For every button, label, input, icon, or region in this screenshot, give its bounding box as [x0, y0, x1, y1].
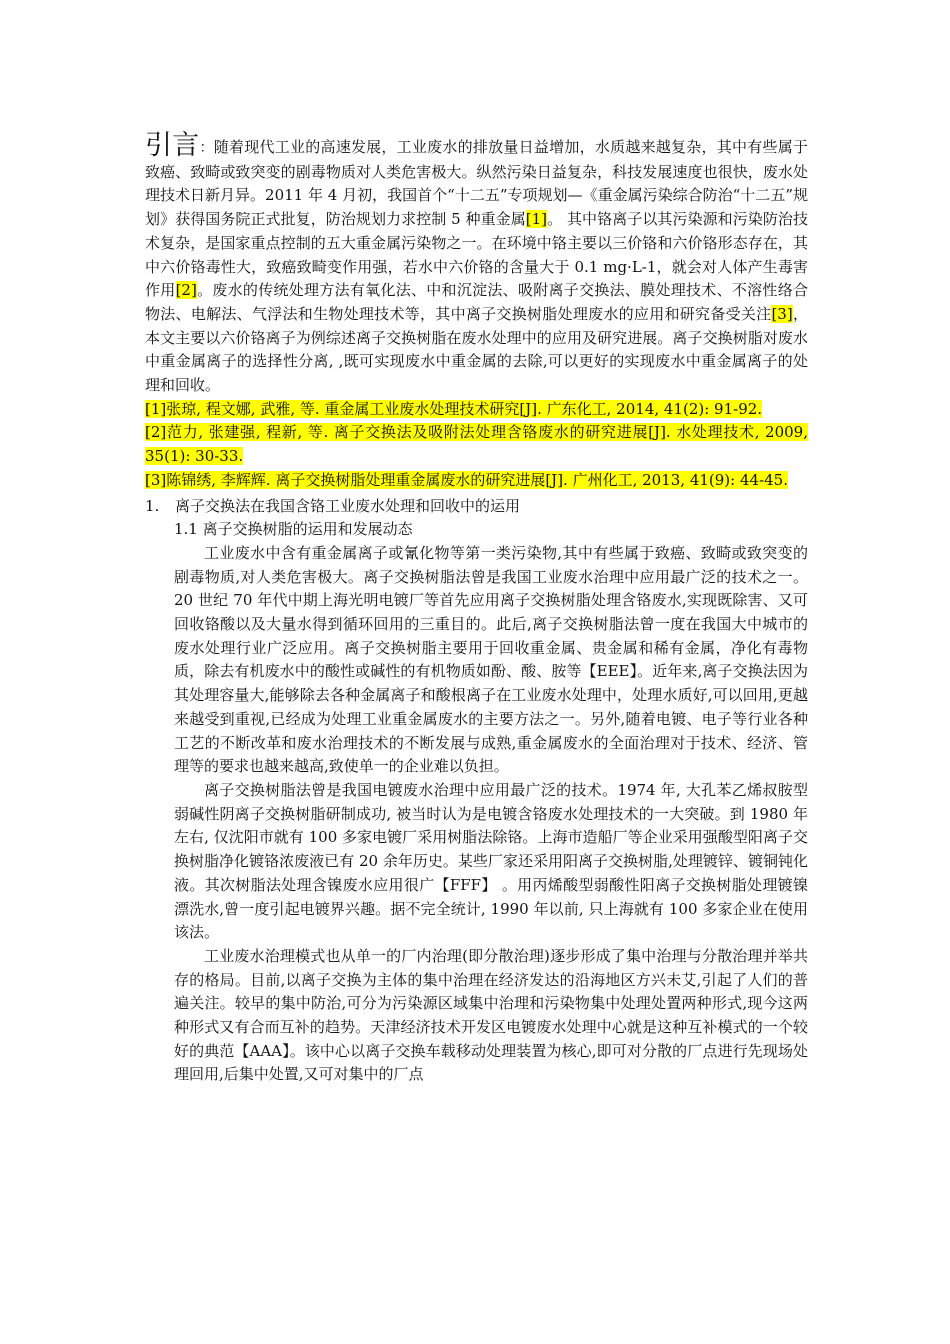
citation-3[interactable]: [3] — [771, 304, 793, 323]
document-page — [145, 130, 809, 1087]
intro-text-4: ，本文主要以六价铬离子为例综述离子交换树脂在废水处理中的应用及研究进展。离子交换树脂对废水中重金属离子的选择性分离, ,既可实现废水中重金属的去除,可以更好的实现废水中重金属离子的处理和回收。 — [145, 304, 808, 395]
body-paragraph-3: 工业废水治理模式也从单一的厂内治理(即分散治理)逐步形成了集中治理与分散治理并举共存的格局。目前,以离子交换为主体的集中治理在经济发达的沿海地区方兴未艾,引起了人们的普遍关注。较早的集中防治,可分为污染源区域集中治理和污染物集中处理处置两种形式,现今这两种形式又有合而互补的趋势。天津经济技术开发区电镀废水处理中心就是这种互补模式的一个较好的典范【AAA】。该中心以离子交换车载移动处理装置为核心,即可对分散的厂点进行先现场处理回用,后集中处置,又可对集中的厂点 — [174, 946, 808, 1084]
reference-3-text: [3]陈锦绣, 李辉辉. 离子交换树脂处理重金属废水的研究进展[J]. 广州化工, 2013, 41(9): 44-45. — [145, 470, 788, 489]
intro-text-2: 。 其中铬离子以其污染源和污染防治技术复杂，是国家重点控制的五大重金属污染物之一。在环境中铬主要以三价铬和六价铬形态存在，其中六价铬毒性大，致癌致畸变作用强，若水中六价铬的含量大于 0.1 mg·L-1，就会对人体产生毒害作用 — [145, 210, 808, 300]
section-1-heading — [145, 495, 808, 519]
section-1-title: 离子交换法在我国含铬工业废水处理和回收中的运用 — [175, 496, 521, 515]
body-paragraph-1: 工业废水中含有重金属离子或氰化物等第一类污染物,其中有些属于致癌、致畸或致突变的剧毒物质,对人类危害极大。离子交换树脂法曾是我国工业废水治理中应用最广泛的技术之一。20 世纪 70 年代中期上海光明电镀厂等首先应用离子交换树脂处理含铬废水,实现既除害、又可回收铬酸以及大量水得到循环回用的三重目的。此后,离子交换树脂法曾一度在我国大中城市的废水处理行业广泛应用。离子交换树脂主要用于回收重金属、贵金属和稀有金属，净化有毒物质，除去有机废水中的酸性或碱性的有机物质如酚、酸、胺等【EEE】。近年来,离子交换法因为其处理容量大,能够除去各种金属离子和酸根离子在工业废水处理中，处理水质好,可以回用,更越来越受到重视,已经成为处理工业重金属废水的主要方法之一。另外,随着电镀、电子等行业各种工艺的不断改革和废水治理技术的不断发展与成熟,重金属废水的全面治理对于技术、经济、管理等的要求也越来越高,致使单一的企业难以负担。 — [174, 543, 808, 776]
section-1-1-heading: 1.1 离子交换树脂的运用和发展动态 — [174, 520, 413, 539]
reference-3 — [145, 469, 808, 493]
intro-text-1: 随着现代工业的高速发展，工业废水的排放量日益增加，水质越来越复杂，其中有些属于致癌、致畸或致突变的剧毒物质对人类危害极大。纵然污染日益复杂，科技发展速度也很快，废水处理技术日新月异。2011 年 4 月初，我国首个“十二五”专项规划—《重金属污染综合防治“十二五”规划》获得国务院正式批复，防治规划力求控制 5 种重金属 — [145, 138, 809, 229]
reference-1-text: [1]张琼, 程文娜, 武雅, 等. 重金属工业废水处理技术研究[J]. 广东化工, 2014, 41(2): 91-92. — [145, 399, 763, 418]
intro-paragraph — [145, 130, 809, 398]
citation-2[interactable]: [2] — [175, 281, 197, 300]
section-1-number: 1. — [145, 496, 160, 515]
reference-2-text: [2]范力, 张建强, 程新, 等. 离子交换法及吸附法处理含铬废水的研究进展[J]. 水处理技术, 2009, 35(1): 30-33. — [145, 423, 808, 466]
intro-heading: 引言 — [145, 130, 200, 161]
reference-2 — [145, 421, 808, 468]
intro-colon: ： — [199, 140, 214, 156]
body-paragraph-2: 离子交换树脂法曾是我国电镀废水治理中应用最广泛的技术。1974 年, 大孔苯乙烯叔胺型弱碱性阴离子交换树脂研制成功, 被当时认为是电镀含铬废水处理技术的一大突破。到 1980 年左右, 仅沈阳市就有 100 多家电镀厂采用树脂法除铬。上海市造船厂等企业采用强酸型阳离子交换树脂净化镀铬浓废液已有 20 余年历史。某些厂家还采用阳离子交换树脂,处理镀锌、镀铜钝化液。其次树脂法处理含镍废水应用很广【FFF】 。用丙烯酸型弱酸性阳离子交换树脂处理镀镍漂洗水,曾一度引起电镀界兴趣。据不完全统计, 1990 年以前, 只上海就有 100 多家企业在使用该法。 — [174, 780, 808, 942]
intro-text-3: 。废水的传统处理方法有氧化法、中和沉淀法、吸附离子交换法、膜处理技术、不溶性络合物法、电解法、气浮法和生物处理技术等，其中离子交换树脂处理废水的应用和研究备受关注 — [145, 281, 808, 323]
citation-1[interactable]: [1] — [525, 210, 548, 229]
reference-1 — [145, 398, 808, 422]
